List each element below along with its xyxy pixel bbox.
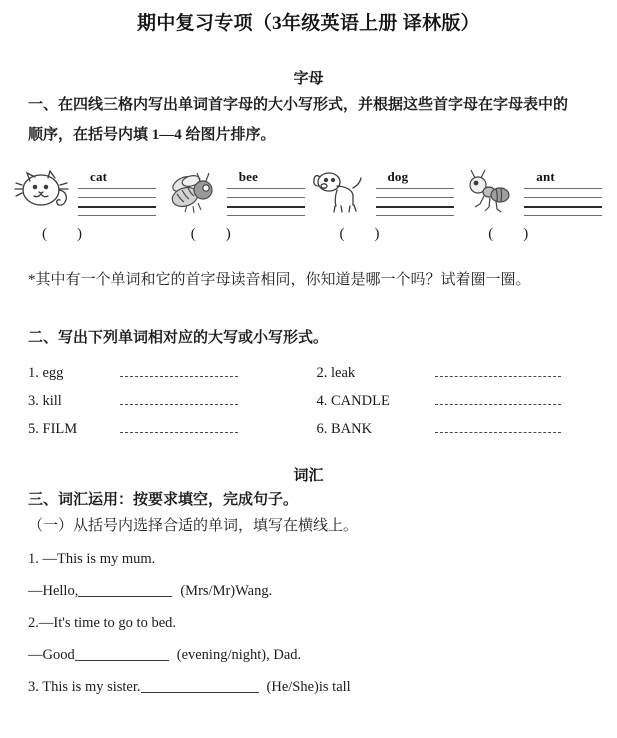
picture-word-dog: dog [387,169,409,184]
question-three-subprompt: （一）从括号内选择合适的单词，填写在横线上。 [28,518,359,534]
word-case-label-6: 6. BANK [316,421,373,437]
word-case-blank-1[interactable] [120,363,238,377]
answer-parens-cat[interactable]: ( ) [42,226,82,242]
word-case-label-5: 5. FILM [28,421,78,437]
picture-word-ant: ant [536,169,555,184]
word-case-label-2: 2. leak [316,365,356,381]
sentence-3 [28,671,605,703]
sentence-1a: 1. —This is my mum. [28,551,156,567]
sentence-2b [28,639,605,671]
word-case-label-1: 1. egg [28,365,64,381]
bee-icon [163,168,225,216]
picture-word-bee: bee [238,169,259,184]
picture-item-bee [163,164,312,243]
question-one-prompt-line1: 一、在四线三格内写出单词首字母的大小写形式，并根据这些首字母在字母表中的 [28,97,569,113]
picture-word-cat: cat [90,169,108,184]
word-case-item-2 [317,359,606,387]
word-case-row [28,387,605,415]
sentence-2a: 2.—It's time to go to bed. [28,615,177,631]
sentence-blank-2[interactable] [75,647,169,661]
word-case-blank-4[interactable] [435,391,561,405]
sentence-exercise-list [0,543,617,703]
answer-parens-dog[interactable]: ( ) [339,226,380,242]
word-case-blank-5[interactable] [120,419,238,433]
four-line-grid-dog [376,188,454,216]
answer-parens-ant[interactable]: ( ) [488,226,529,242]
sentence-1b [28,575,605,607]
picture-item-ant [460,164,609,243]
question-one-note: *其中有一个单词和它的首字母读音相同，你知道是哪一个吗？试着圈一圈。 [28,272,531,288]
sentence-blank-1[interactable] [78,583,172,597]
picture-item-cat [14,164,163,243]
four-line-grid-cat [78,188,156,216]
question-three-prompt: 三、词汇运用：按要求填空，完成句子。 [28,492,299,508]
sentence-3-pre: 3. This is my sister. [28,679,141,695]
sentence-1b-post: (Mrs/Mr)Wang. [180,583,273,599]
word-case-item-4 [317,387,606,415]
word-case-list [0,359,617,443]
worksheet-page [0,10,617,738]
word-case-item-3 [28,387,317,415]
ant-icon [460,168,522,216]
four-line-grid-bee [227,188,305,216]
word-case-item-1 [28,359,317,387]
section-heading-letters: 字母 [293,71,324,87]
dog-icon [312,168,374,216]
word-case-item-5 [28,415,317,443]
word-case-row [28,359,605,387]
cat-icon [14,168,76,216]
page-title: 期中复习专项（3年级英语上册 译林版） [137,13,480,34]
sentence-3-post: (He/She)is tall [266,679,351,695]
four-line-grid-ant [524,188,602,216]
sentence-1b-pre: —Hello, [28,583,79,599]
question-one-prompt-line2: 顺序，在括号内填 1—4 给图片排序。 [28,127,276,143]
word-case-blank-2[interactable] [435,363,561,377]
word-case-blank-3[interactable] [120,391,238,405]
picture-exercise-row [0,164,617,243]
question-two-prompt: 二、写出下列单词相对应的大写或小写形式。 [28,330,329,346]
sentence-2b-pre: —Good [28,647,75,663]
word-case-blank-6[interactable] [435,419,561,433]
word-case-item-6 [317,415,606,443]
word-case-label-3: 3. kill [28,393,62,409]
section-heading-vocabulary: 词汇 [293,468,324,484]
sentence-2b-post: (evening/night), Dad. [176,647,302,663]
word-case-row [28,415,605,443]
picture-item-dog [312,164,461,243]
sentence-blank-3[interactable] [141,679,259,693]
word-case-label-4: 4. CANDLE [316,393,390,409]
answer-parens-bee[interactable]: ( ) [190,226,231,242]
